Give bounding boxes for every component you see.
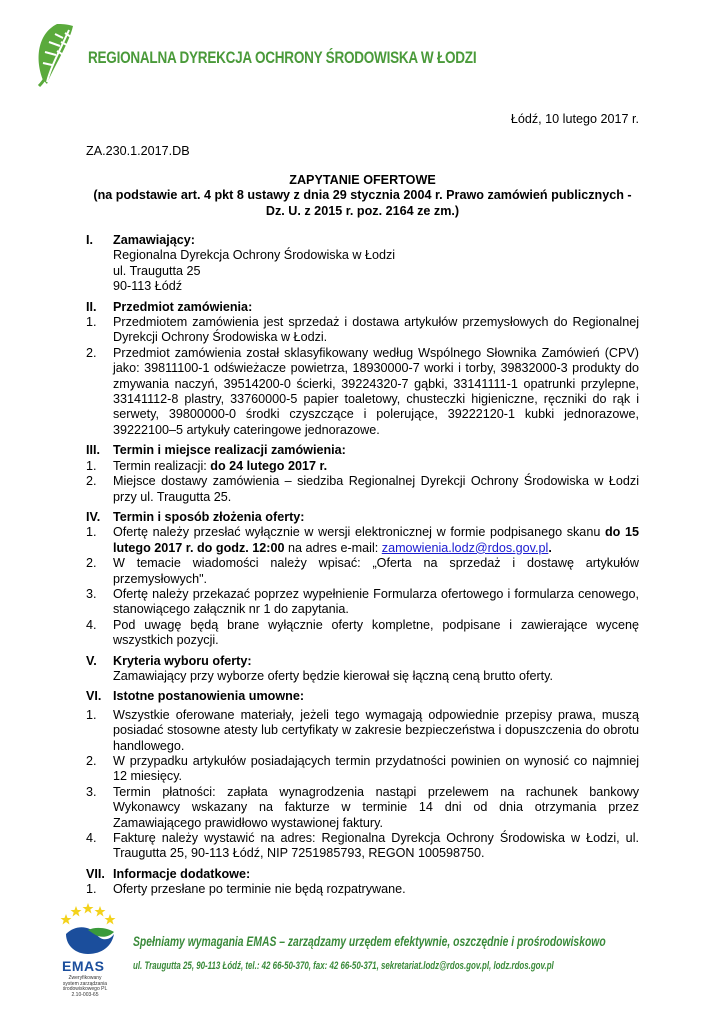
section-title: Przedmiot zamówienia:: [113, 299, 253, 314]
section-submission: [86, 510, 639, 525]
email-link[interactable]: zamowienia.lodz@rdos.gov.pl: [381, 540, 549, 555]
address-line: 90-113 Łódź: [113, 279, 183, 294]
list-item: [86, 587, 639, 618]
document-title: [86, 173, 639, 219]
item-text-part: Termin realizacji:: [113, 458, 211, 473]
item-number: 4.: [86, 831, 97, 846]
section-number: III.: [86, 443, 100, 458]
section-ordering-party: [86, 233, 639, 295]
section-number: I.: [86, 233, 93, 247]
item-number: 1.: [86, 882, 97, 897]
item-text-part: .: [548, 540, 552, 555]
section-criteria: [86, 654, 639, 685]
section-additional-info: [86, 867, 639, 882]
item-number: 2.: [86, 556, 97, 571]
item-text: Pod uwagę będą brane wyłącznie oferty kompletne, podpisane i zawierające wycenę wszystkich pozycji.: [113, 617, 639, 648]
section-title: Termin i sposób złożenia oferty:: [113, 509, 305, 524]
address-line: Regionalna Dyrekcja Ochrony Środowiska w Łodzi: [113, 248, 396, 263]
item-text: Fakturę należy wystawić na adres: Regionalna Dyrekcja Ochrony Środowiska w Łodzi, ul. Traugutta 25, 90-113 Łódź, NIP 7251985793, REGON 100598750.: [113, 831, 639, 861]
list-item: [86, 785, 639, 831]
section-subject: [86, 300, 639, 315]
criteria-text: Zamawiający przy wyborze oferty będzie kierował się łączną ceną brutto oferty.: [113, 668, 554, 683]
section-number: IV.: [86, 509, 101, 524]
list-item: [86, 708, 639, 754]
title-line-2: (na podstawie art. 4 pkt 8 ustawy z dnia 29 stycznia 2004 r. Prawo zamówień publicznych - Dz. U. z 2015 r. poz. 2164 ze zm.): [93, 188, 632, 218]
item-number: 2.: [86, 754, 97, 768]
footer-contact-info: ul. Traugutta 25, 90-113 Łódź, tel.: 42 66-50-370, fax: 42 66-50-371, sekretariat.lodz@rdos.gov.pl, lodz.rdos.gov.pl: [133, 960, 554, 972]
item-text: Przedmiot zamówienia został sklasyfikowany według Wspólnego Słownika Zamówień (CPV) jako: 39811100-1 odświeżacze powietrza, 18930000-7 worki i torby, 39832000-3 produkty do zmywania naczyń, 39514200-0 ścierki, 39224320-7 gąbki, 33141111-1 opatrunki przylepne, 33141112-8 plastry, 33760000-5 papier toaletowy, chusteczki higieniczne, ręczniki do rąk i serwety, 39800000-0 środki czyszczące i polerujące, 39222120-1 kubki jednorazowe, 39222100–5 artykuły cateringowe jednorazowe.: [113, 345, 639, 437]
list-item: [86, 525, 639, 556]
footer-emas-statement: Spełniamy wymagania EMAS – zarządzamy urzędem efektywnie, oszczędnie i prośrodowiskowo: [133, 933, 606, 949]
list-item: [86, 754, 639, 785]
item-number: 3.: [86, 586, 97, 601]
section-title: Informacje dodatkowe:: [113, 866, 251, 881]
section-number: II.: [86, 299, 97, 314]
section-title: Zamawiający:: [113, 233, 195, 247]
item-text: Miejsce dostawy zamówienia – siedziba Regionalnej Dyrekcji Ochrony Środowiska w Łodzi przy ul. Traugutta 25.: [113, 474, 639, 504]
item-number: 1.: [86, 315, 97, 330]
emas-label: EMAS: [62, 958, 105, 974]
section-title: Termin i miejsce realizacji zamówienia:: [113, 443, 346, 458]
item-number: 2.: [86, 345, 97, 360]
section-title: Istotne postanowienia umowne:: [113, 689, 305, 704]
section-contract-terms: [86, 689, 639, 704]
title-line-1: ZAPYTANIE OFERTOWE: [289, 173, 436, 187]
submission-deadline: do 15 lutego 2017 r. do godz. 12:00: [113, 525, 639, 555]
list-item: [86, 315, 639, 346]
item-text-part: na adres e-mail:: [284, 540, 382, 555]
item-text-part: Ofertę należy przesłać wyłącznie w wersji elektronicznej w formie podpisanego skanu: [113, 525, 605, 540]
item-number: 2.: [86, 474, 97, 489]
organization-name: REGIONALNA DYREKCJA OCHRONY ŚRODOWISKA W ŁODZI: [88, 49, 477, 67]
item-text: Termin płatności: zapłata wynagrodzenia nastąpi przelewem na rachunek bankowy Wykonawcy wskazany na fakturze w terminie 14 dni od dnia otrzymania przez Zamawiającego prawidłowo wystawionej faktury.: [113, 784, 639, 830]
item-text: [113, 525, 639, 556]
leaf-logo-icon: [33, 20, 83, 88]
section-number: V.: [86, 653, 97, 668]
list-item: [86, 882, 639, 897]
list-item: [86, 831, 639, 862]
reference-number: ZA.230.1.2017.DB: [86, 144, 190, 158]
list-item: [86, 618, 639, 649]
emas-logo-icon: [58, 900, 118, 960]
item-number: 3.: [86, 784, 97, 799]
item-text: Przedmiotem zamówienia jest sprzedaż i dostawa artykułów przemysłowych do Regionalnej Dyrekcji Ochrony Środowiska w Łodzi.: [113, 315, 639, 345]
section-title: Kryteria wyboru oferty:: [113, 653, 252, 668]
list-item: [86, 346, 639, 438]
section-number: VI.: [86, 689, 102, 704]
section-number: VII.: [86, 866, 105, 881]
item-number: 4.: [86, 617, 97, 632]
emas-registration: Zweryfikowany system zarządzania środowiskowego PL 2.10-003-65: [62, 975, 108, 998]
address-line: ul. Traugutta 25: [113, 263, 201, 278]
item-text: Oferty przesłane po terminie nie będą rozpatrywane.: [113, 882, 406, 897]
document-body: [86, 233, 639, 898]
item-text: Ofertę należy przekazać poprzez wypełnienie Formularza ofertowego i formularza cenowego, stanowiącego załącznik nr 1 do zapytania.: [113, 586, 639, 617]
document-date: Łódź, 10 lutego 2017 r.: [510, 112, 639, 126]
list-item: [86, 459, 639, 474]
item-number: 1.: [86, 525, 97, 540]
list-item: [86, 556, 639, 587]
deadline-date: do 24 lutego 2017 r.: [210, 458, 328, 473]
list-item: [86, 474, 639, 505]
item-text: W przypadku artykułów posiadających termin przydatności powinien on wynosić co najmniej 12 miesięcy.: [113, 754, 639, 784]
item-text: [113, 459, 639, 474]
item-text: Wszystkie oferowane materiały, jeżeli tego wymagają odpowiednie przepisy prawa, muszą posiadać stosowne atesty lub certyfikaty w zakresie bezpieczeństwa i dopuszczenia do obrotu handlowego.: [113, 707, 639, 753]
item-number: 1.: [86, 707, 97, 722]
item-text: W temacie wiadomości należy wpisać: „Oferta na sprzedaż i dostawę artykułów przemysłowych".: [113, 556, 639, 586]
item-number: 1.: [86, 458, 97, 473]
section-deadline: [86, 443, 639, 458]
